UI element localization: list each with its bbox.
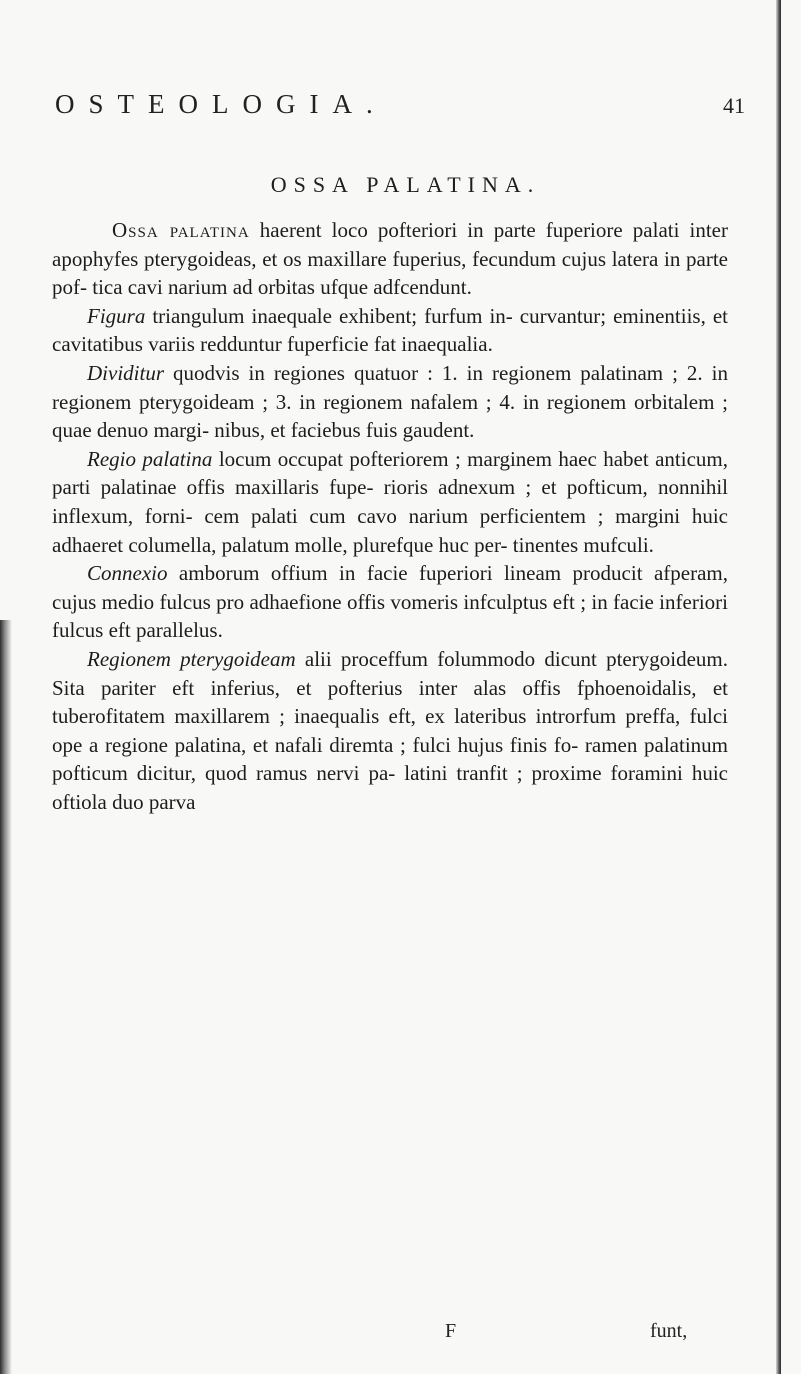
paragraph-text: quodvis in regiones quatuor : 1. in regionem palatinam ; 2. in regionem pterygoideam ; 3. in regionem nafalem ; 4. in regionem orbitalem ; quae denuo margi- nibus, et faciebus fuis gaudent. [52, 360, 728, 443]
paragraph-lead: Connexio [87, 561, 168, 586]
paragraph-text: triangulum inaequale exhibent; furfum in- curvantur; eminentiis, et cavitatibus variis redduntur fuperficie fat inaequalia. [52, 303, 728, 357]
paragraph-lead: Figura [87, 303, 146, 328]
paragraph-regio-pterygoidea [52, 645, 728, 817]
paragraph-text: locum occupat pofteriorem ; marginem haec habet anticum, parti palatinae offis maxillaris fupe- rioris adnexum ; et pofticum, nonnihil inflexum, forni- cem palati cum cavo narium perficientem ; margini huic adhaeret columella, palatum molle, plurefque huc per- tinentes mufculi. [52, 446, 728, 557]
page-edge-left [0, 620, 12, 1374]
paragraph-figura [52, 302, 728, 359]
paragraph-regio-palatina [52, 445, 728, 559]
paragraph-text: haerent loco pofteriori in parte fuperiore palati inter apophyfes pterygoideas, et os maxillare fuperius, fecundum cujus latera in parte pof- tica cavi narium ad orbitas ufque adfcendunt. [52, 218, 728, 300]
paragraph-dividitur [52, 359, 728, 445]
running-title: OSTEOLOGIA. [55, 89, 387, 119]
paragraph-lead: Regionem pterygoideam [87, 646, 296, 671]
page-number: 41 [723, 93, 745, 118]
section-title: OSSA PALATINA. [270, 172, 541, 197]
running-head [55, 89, 745, 123]
signature-mark: F [445, 1320, 457, 1342]
paragraph-ossa-palatina [52, 216, 728, 302]
paragraph-lead: Dividitur [87, 360, 164, 385]
paragraph-lead: Ossa palatina [112, 218, 250, 242]
paragraph-lead: Regio palatina [87, 446, 213, 471]
catchword: funt, [650, 1320, 688, 1342]
page-edge-right [776, 0, 781, 1374]
paragraph-connexio [52, 559, 728, 645]
paragraph-text: amborum offium in facie fuperiori lineam producit afperam, cujus medio fulcus pro adhaefione offis vomeris infculptus eft ; in facie inferiori fulcus eft parallelus. [52, 561, 728, 643]
body-text [52, 216, 728, 816]
paragraph-text: alii proceffum folummodo dicunt pterygoideum. Sita pariter eft inferius, et pofterius inter alas offis fphoenoidalis, et tuberofitatem maxillarem ; inaequalis eft, ex lateribus introrfum preffa, fulci ope a regione palatina, et nafali diremta ; fulci hujus finis fo- ramen palatinum pofticum dicitur, quod ramus nervi pa- latini tranfit ; proxime foramini huic oftiola duo parva [52, 646, 728, 814]
